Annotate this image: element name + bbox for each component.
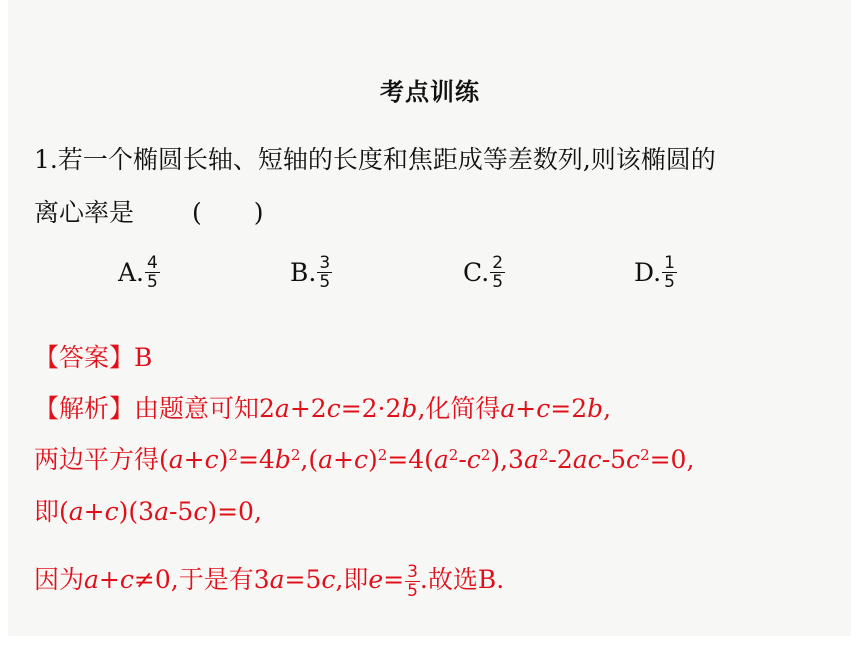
option-a-fraction: $\frac{4}{5}$ — [147, 253, 158, 292]
answer-line — [34, 338, 152, 374]
question-text: 离心率是 — [34, 198, 135, 227]
answer-paren-close: ) — [253, 198, 264, 227]
answer-label: 【答案】 — [34, 343, 135, 372]
option-c-fraction: $\frac{2}{5}$ — [492, 253, 504, 292]
question-line-2 — [34, 193, 264, 229]
analysis-line-2: 两边平方得$(a+c)^2=4b^2,(a+c)^2=4(a^2-c^2),3a^2-2ac-5c^2=0$, — [34, 445, 695, 474]
question-line-1: 1.若一个椭圆长轴、短轴的长度和焦距成等差数列,则该椭圆的 — [34, 145, 716, 174]
analysis-line-3: 即(a+c)(3a-5c)=0, — [34, 497, 262, 526]
option-c: C. $\frac{2}{5}$ — [463, 253, 504, 292]
page-title: 考点训练 — [380, 77, 480, 106]
option-a: A. $\frac{4}{5}$ — [118, 253, 158, 292]
option-b-fraction: $\frac{3}{5}$ — [319, 253, 331, 292]
analysis-label: 【解析】 — [34, 394, 135, 423]
answer-value: B — [134, 343, 153, 372]
option-d: D. $\frac{1}{5}$ — [634, 253, 675, 292]
answer-paren-open: ( — [192, 198, 202, 227]
option-d-fraction: $\frac{1}{5}$ — [664, 253, 675, 292]
option-b: B. $\frac{3}{5}$ — [290, 253, 331, 292]
analysis-line-4: 因为a+c≠0,于是有3a=5c,即e= $\frac{3}{5}$ .故选B. — [34, 562, 505, 601]
eccentricity-fraction: $\frac{3}{5}$ — [407, 562, 418, 601]
analysis-line-1: 【解析】由题意可知2a+2c=2·2b,化简得a+c=2b, — [34, 394, 612, 423]
